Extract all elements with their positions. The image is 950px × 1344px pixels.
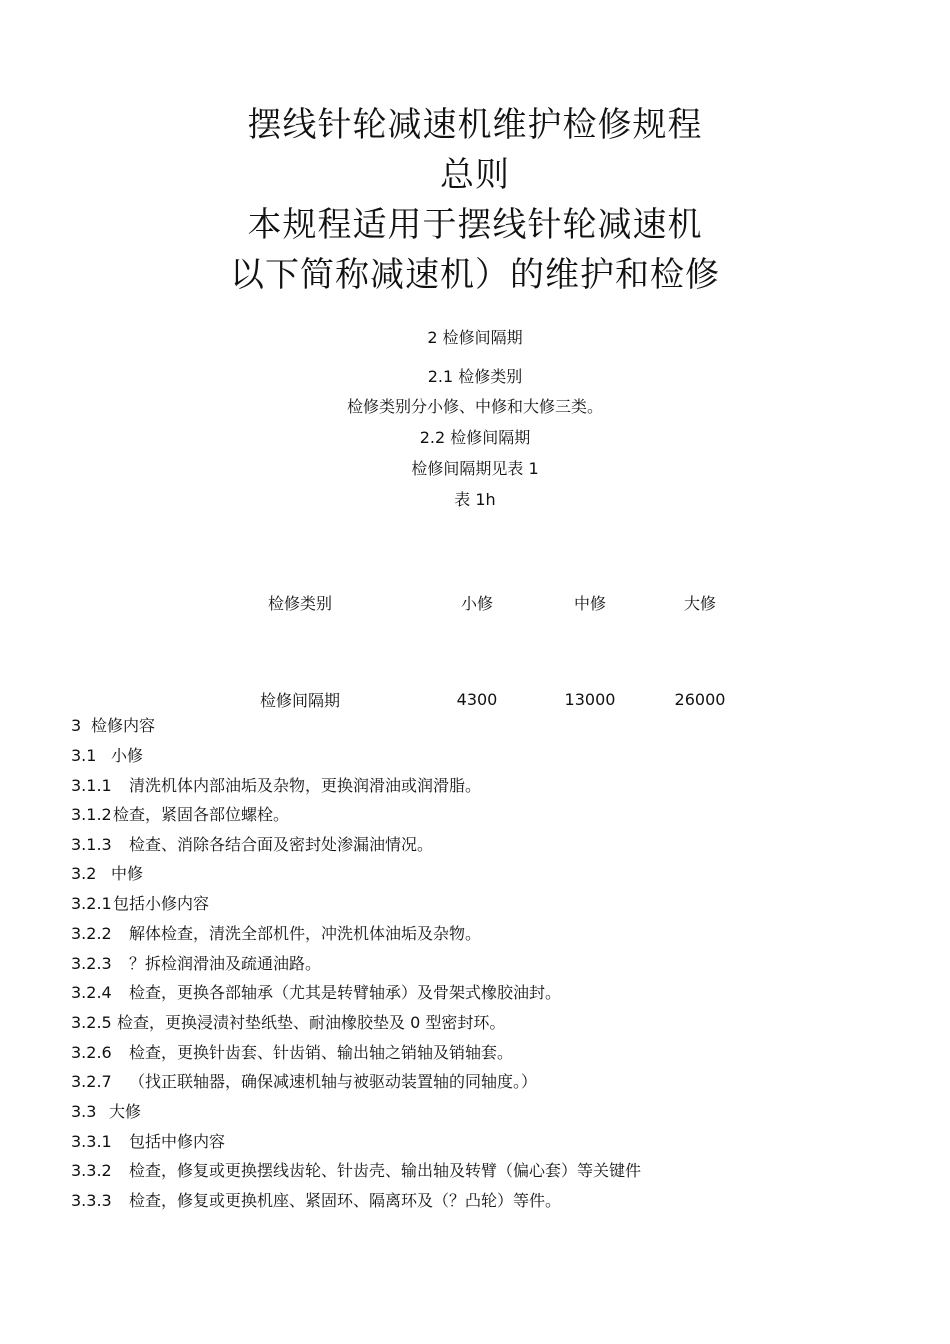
section-text: 包括中修内容	[129, 1132, 226, 1151]
title-scope-line2: 以下简称减速机）的维护和检修	[230, 255, 720, 295]
section-text: 大修	[109, 1102, 142, 1121]
table-header-cell: 小修	[460, 594, 493, 613]
section-text: 清洗机体内部油垢及杂物，更换润滑油或润滑脂。	[129, 776, 482, 795]
section-line	[71, 715, 155, 737]
section-text: 小修	[111, 746, 144, 765]
section-text: 检查，更换针齿套、针齿销、输出轴之销轴及销轴套。	[129, 1043, 514, 1062]
section-number: 3.2.5	[71, 1013, 112, 1032]
section-line	[71, 953, 321, 975]
section-2-2-heading: 2.2 检修间隔期	[419, 428, 531, 447]
section-number: 3.3.1	[71, 1132, 112, 1151]
section-2-heading: 2 检修间隔期	[427, 328, 523, 347]
section-line	[71, 1160, 641, 1182]
section-line	[71, 1131, 225, 1153]
section-number: 3.1.1	[71, 776, 112, 795]
section-text: 中修	[111, 864, 144, 883]
section-number: 3.1	[71, 746, 97, 765]
section-text: 检查，修复或更换机座、紧固环、隔离环及（？凸轮）等件。	[129, 1191, 562, 1210]
section-line	[71, 1190, 561, 1212]
section-line	[71, 775, 481, 797]
section-line	[71, 923, 481, 945]
section-number: 3.3.3	[71, 1191, 112, 1210]
document-title: 摆线针轮减速机维护检修规程	[247, 105, 703, 145]
section-number: 3.2.4	[71, 983, 112, 1002]
section-text: 解体检查，清洗全部机件，冲洗机体油垢及杂物。	[129, 924, 482, 943]
section-line	[71, 834, 433, 856]
section-text: 包括小修内容	[113, 894, 210, 913]
section-text: 检修内容	[91, 716, 156, 735]
section-number: 3.3.2	[71, 1161, 112, 1180]
section-number: 3.3	[71, 1102, 97, 1121]
section-number: 3.2.1	[71, 894, 112, 913]
title-general-rules: 总则	[440, 155, 510, 195]
table-header-cell: 大修	[683, 594, 716, 613]
section-number: 3.2.3	[71, 954, 112, 973]
section-number: 3.1.3	[71, 835, 112, 854]
section-number: 3.1.2	[71, 805, 112, 824]
section-number: 3	[71, 716, 82, 735]
table-row-label: 检修间隔期	[259, 691, 340, 710]
section-text: 检查，紧固各部位螺栓。	[113, 805, 290, 824]
section-number: 3.2.7	[71, 1072, 112, 1091]
section-line	[71, 1012, 505, 1034]
section-number: 3.2	[71, 864, 97, 883]
table-cell-value: 26000	[674, 690, 726, 709]
section-text: 检查、消除各结合面及密封处渗漏油情况。	[129, 835, 434, 854]
section-line	[71, 982, 561, 1004]
section-2-1-text: 检修类别分小修、中修和大修三类。	[346, 397, 603, 416]
section-line	[71, 804, 289, 826]
section-text: 检查，更换浸渍衬垫纸垫、耐油橡胶垫及 0 型密封环。	[117, 1013, 506, 1032]
section-text: ？拆检润滑油及疏通油路。	[129, 954, 322, 973]
section-number: 3.2.6	[71, 1043, 112, 1062]
table-header-cell: 中修	[573, 594, 606, 613]
section-line	[71, 1101, 141, 1123]
section-line	[71, 745, 143, 767]
section-line	[71, 863, 143, 885]
table-cell-value: 13000	[564, 690, 616, 709]
table-caption: 表 1h	[454, 490, 496, 509]
section-line	[71, 1071, 537, 1093]
section-text: 检查，更换各部轴承（尤其是转臂轴承）及骨架式橡胶油封。	[129, 983, 562, 1002]
section-text: 检查，修复或更换摆线齿轮、针齿壳、输出轴及转臂（偏心套）等关键件	[129, 1161, 642, 1180]
table-cell-value: 4300	[456, 690, 498, 709]
section-2-1-heading: 2.1 检修类别	[427, 367, 523, 386]
section-number: 3.2.2	[71, 924, 112, 943]
table-header-cell: 检修类别	[267, 594, 332, 613]
title-scope-line1: 本规程适用于摆线针轮减速机	[247, 205, 703, 245]
section-2-2-text: 检修间隔期见表 1	[411, 459, 539, 478]
section-line	[71, 893, 209, 915]
section-text: （找正联轴器，确保减速机轴与被驱动装置轴的同轴度。）	[129, 1072, 538, 1091]
section-line	[71, 1042, 513, 1064]
